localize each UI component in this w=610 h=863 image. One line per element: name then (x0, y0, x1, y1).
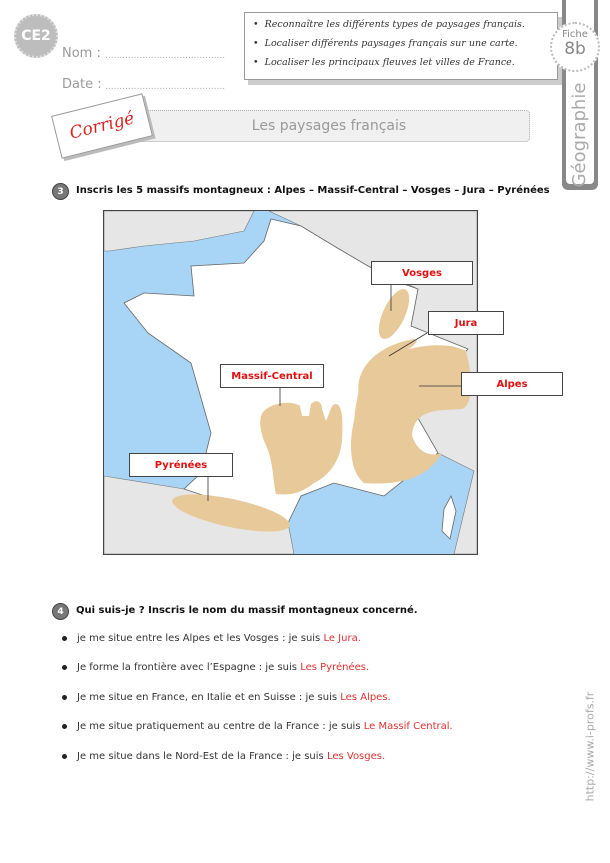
objective-item: • Localiser différents paysages français sur une carte. (253, 38, 518, 49)
item-answer: Les Pyrénées. (300, 662, 370, 673)
date-label: Date : (62, 77, 102, 92)
corrige-stamp: Corrigé (51, 93, 153, 158)
list-item (62, 692, 391, 703)
level-badge: CE2 (14, 14, 58, 58)
objectives-box (244, 12, 558, 80)
item-text: je me situe entre les Alpes et les Vosges : je suis (77, 633, 324, 644)
site-url: http://www.i-profs.fr (583, 691, 597, 802)
bullet-icon (62, 695, 67, 700)
item-answer: Le Massif Central. (363, 721, 453, 732)
exercise3-instruction: Inscris les 5 massifs montagneux : Alpes – Massif-Central – Vosges – Jura – Pyrénées (76, 185, 550, 196)
bullet-icon (62, 724, 67, 729)
map-label-alpes[interactable]: Alpes (461, 372, 563, 396)
map-label-massif-central[interactable]: Massif-Central (220, 364, 324, 388)
bullet-icon (62, 665, 67, 670)
item-text: Je me situe pratiquement au centre de la France : je suis (77, 721, 364, 732)
fiche-number: 8b (564, 39, 586, 59)
objective-text: Localiser les principaux fleuves let villes de France. (264, 57, 515, 68)
exercise4-instruction: Qui suis-je ? Inscris le nom du massif montagneux concerné. (76, 605, 418, 616)
list-item (62, 751, 385, 762)
exercise-number: 3 (52, 183, 69, 200)
list-item (62, 721, 453, 732)
map-label-pyrenees[interactable]: Pyrénées (129, 453, 233, 477)
item-answer: Les Alpes. (340, 692, 391, 703)
france-map (103, 210, 528, 555)
subject-label: Géographie (569, 82, 590, 188)
name-field[interactable]: .......................................... (105, 51, 226, 61)
item-answer: Le Jura. (323, 633, 361, 644)
fiche-badge (550, 22, 600, 72)
date-field[interactable]: .......................................... (105, 82, 226, 92)
list-item (62, 633, 361, 644)
fiche-label: Fiche (562, 29, 588, 40)
list-item (62, 662, 369, 673)
objective-item: • Localiser les principaux fleuves let villes de France. (253, 57, 515, 68)
objective-item: • Reconnaître les différents types de paysages français. (253, 19, 525, 30)
item-text: Je me situe en France, en Italie et en Suisse : je suis (77, 692, 341, 703)
item-text: Je forme la frontière avec l’Espagne : je suis (77, 662, 301, 673)
objective-text: Reconnaître les différents types de paysages français. (264, 19, 525, 30)
map-label-vosges[interactable]: Vosges (371, 261, 473, 285)
objective-text: Localiser différents paysages français sur une carte. (264, 38, 518, 49)
item-answer: Les Vosges. (326, 751, 386, 762)
name-label: Nom : (62, 46, 101, 61)
exercise-number: 4 (52, 603, 69, 620)
bullet-icon (62, 754, 67, 759)
page-title: Les paysages français (128, 110, 530, 142)
map-label-jura[interactable]: Jura (428, 311, 504, 335)
item-text: Je me situe dans le Nord-Est de la France : je suis (77, 751, 327, 762)
bullet-icon (62, 636, 67, 641)
